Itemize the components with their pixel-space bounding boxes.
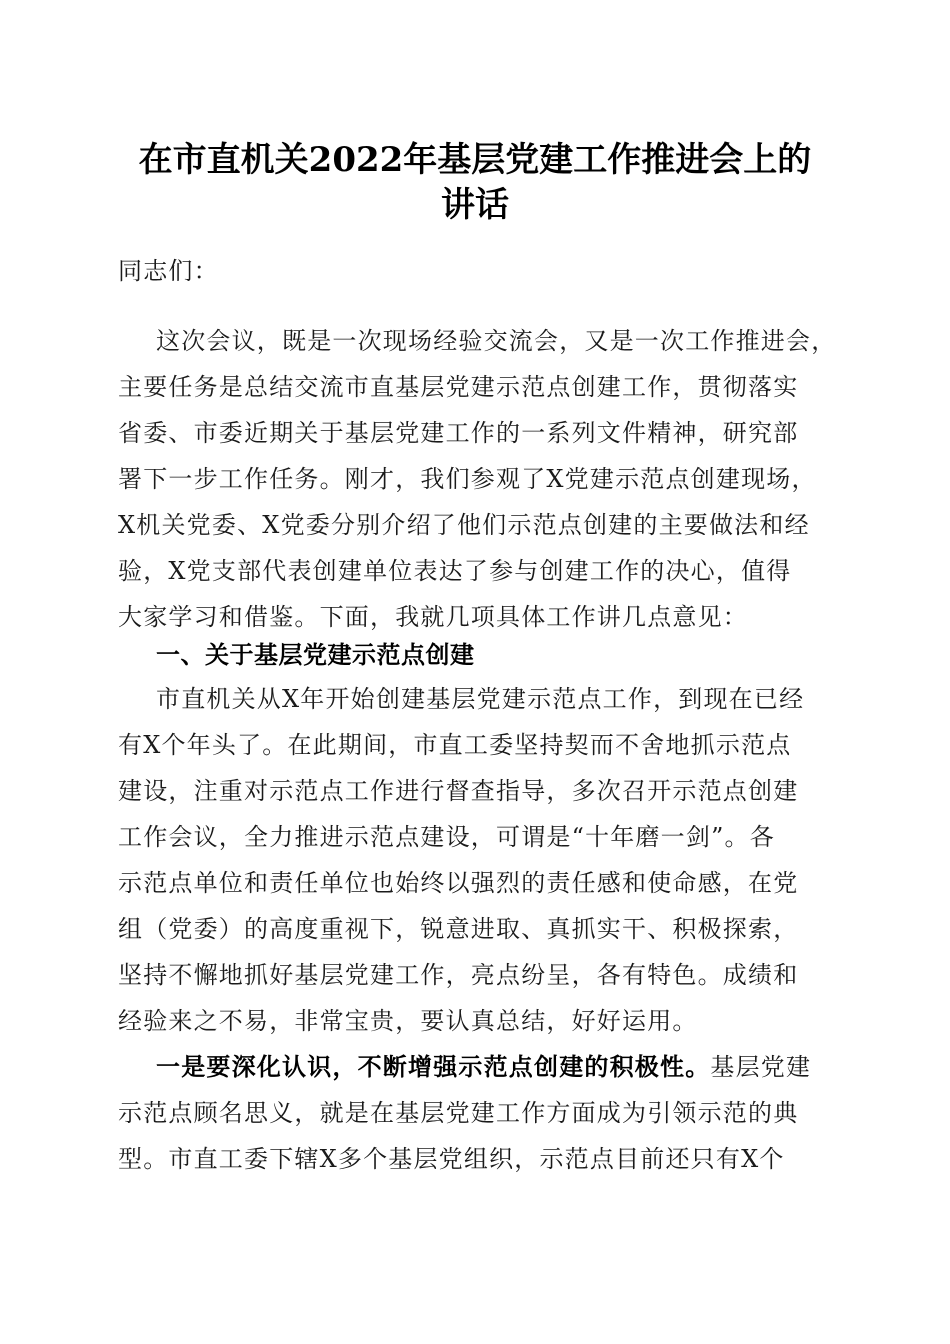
paragraph-line: 省委、市委近期关于基层党建工作的一系列文件精神，研究部 [118, 419, 799, 447]
paragraph-lead-phrase: 一是要深化认识，不断增强示范点创建的积极性。 [156, 1052, 711, 1081]
paragraph-line: 坚持不懈地抓好基层党建工作，亮点纷呈，各有特色。成绩和 [118, 961, 799, 989]
paragraph-line: 示范点单位和责任单位也始终以强烈的责任感和使命感，在党 [118, 869, 799, 897]
paragraph-line: 主要任务是总结交流市直基层党建示范点创建工作，贯彻落实 [118, 373, 799, 401]
section-heading-1: 一、关于基层党建示范点创建 [156, 641, 475, 669]
paragraph-line: 市直机关从X年开始创建基层党建示范点工作，到现在已经 [156, 685, 805, 713]
paragraph-line: 这次会议，既是一次现场经验交流会，又是一次工作推进会， [156, 327, 837, 355]
paragraph-line: 建设，注重对示范点工作进行督查指导，多次召开示范点创建 [118, 777, 799, 805]
paragraph-line [156, 1044, 811, 1090]
document-title-line-2: 讲话 [441, 185, 509, 225]
paragraph-line: 经验来之不易，非常宝贵，要认真总结，好好运用。 [118, 1007, 698, 1035]
document-title-line-1: 在市直机关2022年基层党建工作推进会上的 [138, 140, 812, 180]
paragraph-lead-tail: 基层党建 [710, 1053, 812, 1081]
paragraph-line: 型。市直工委下辖X多个基层党组织，示范点目前还只有X个 [118, 1145, 785, 1173]
paragraph-line: 验，X党支部代表创建单位表达了参与创建工作的决心，值得 [118, 557, 792, 585]
paragraph-line: 有X个年头了。在此期间，市直工委坚持契而不舍地抓示范点 [118, 731, 792, 759]
paragraph-line: 大家学习和借鉴。下面，我就几项具体工作讲几点意见： [118, 603, 748, 631]
paragraph-line: 工作会议，全力推进示范点建设，可谓是“十年磨一剑”。各 [118, 823, 775, 851]
paragraph-line: X机关党委、X党委分别介绍了他们示范点创建的主要做法和经 [118, 511, 810, 539]
paragraph-line: 组（党委）的高度重视下，锐意进取、真抓实干、积极探索， [118, 915, 799, 943]
salutation: 同志们： [118, 257, 219, 285]
paragraph-line: 示范点顾名思义，就是在基层党建工作方面成为引领示范的典 [118, 1099, 799, 1127]
paragraph-line: 署下一步工作任务。刚才，我们参观了X党建示范点创建现场， [118, 465, 817, 493]
